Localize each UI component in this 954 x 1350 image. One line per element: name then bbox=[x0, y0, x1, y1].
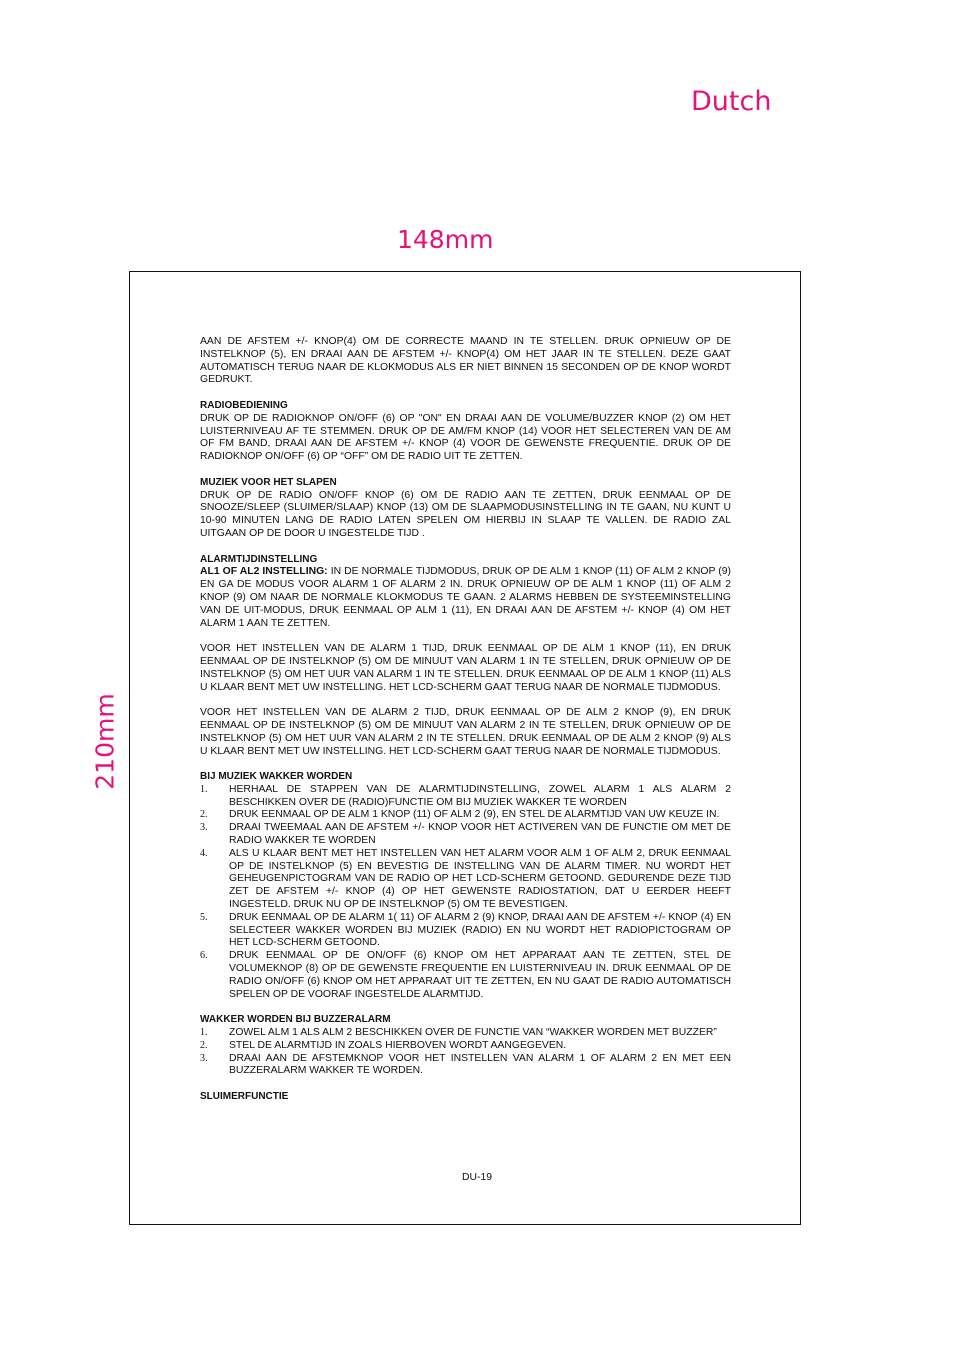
list-text: STEL DE ALARMTIJD IN ZOALS HIERBOVEN WORDT AANGEGEVEN. bbox=[229, 1039, 567, 1051]
alarm-setting-label: AL1 OF AL2 INSTELLING: bbox=[200, 566, 328, 578]
list-item bbox=[200, 912, 731, 950]
manual-content bbox=[200, 336, 731, 1104]
list-number: 5. bbox=[200, 911, 208, 923]
list-item bbox=[200, 809, 731, 822]
list-text: DRUK EENMAAL OP DE ALARM 1( 11) OF ALARM 2 (9) KNOP, DRAAI AAN DE AFSTEM +/- KNOP (4) EN SELECTEER WAKKER WORDEN BIJ MUZIEK (RADIO) EN NU WORDT HET RADIOPICTOGRAM OP HET LCD-SCHERM GETOOND. bbox=[229, 911, 731, 949]
wake-buzzer-heading: WAKKER WORDEN BIJ BUZZERALARM bbox=[200, 1014, 391, 1026]
sleep-heading: MUZIEK VOOR HET SLAPEN bbox=[200, 476, 337, 488]
list-item bbox=[200, 848, 731, 912]
list-text: ZOWEL ALM 1 ALS ALM 2 BESCHIKKEN OVER DE FUNCTIE VAN “WAKKER WORDEN MET BUZZER” bbox=[229, 1027, 717, 1039]
alarm1-paragraph: VOOR HET INSTELLEN VAN DE ALARM 1 TIJD, DRUK EENMAAL OP DE ALM 1 KNOP (11), EN DRUK EENMAAL OP DE INSTELKNOP (5) OM DE MINUUT VAN ALARM 1 IN TE STELLEN, DRUK OPNIEUW OP DE INSTELKNOP (5) OM HET UUR VAN ALARM 1 IN TE STELLEN. DRUK EENMAAL OP DE ALM 1 KNOP (11) ALS U KLAAR BENT MET UW INSTELLING. HET LCD-SCHERM GAAT TERUG NAAR DE NORMALE TIJDMODUS. bbox=[200, 643, 731, 693]
language-label: Dutch bbox=[691, 86, 772, 117]
list-number: 3. bbox=[200, 822, 208, 834]
alarm-heading: ALARMTIJDINSTELLING bbox=[200, 553, 318, 565]
list-text: DRAAI AAN DE AFSTEMKNOP VOOR HET INSTELLEN VAN ALARM 1 OF ALARM 2 EN MET EEN BUZZERALARM WAKKER TE WORDEN. bbox=[229, 1052, 731, 1077]
intro-paragraph: AAN DE AFSTEM +/- KNOP(4) OM DE CORRECTE MAAND IN TE STELLEN. DRUK OPNIEUW OP DE INSTELKNOP (5), EN DRAAI AAN DE AFSTEM +/- KNOP(4) OM HET JAAR IN TE STELLEN. DEZE GAAT AUTOMATISCH TERUG NAAR DE KLOKMODUS ALS ER NIET BINNEN 15 SECONDEN OP DE KNOP WORDT GEDRUKT. bbox=[200, 336, 731, 386]
wake-buzzer-list bbox=[200, 1027, 731, 1078]
list-item bbox=[200, 1053, 731, 1079]
list-item bbox=[200, 822, 731, 848]
page-number: DU-19 bbox=[461, 1172, 493, 1183]
list-item bbox=[200, 950, 731, 1001]
list-number: 6. bbox=[200, 950, 208, 962]
snooze-heading: SLUIMERFUNCTIE bbox=[200, 1091, 289, 1103]
list-text: DRUK EENMAAL OP DE ALM 1 KNOP (11) OF ALM 2 (9), EN STEL DE ALARMTIJD VAN UW KEUZE IN. bbox=[229, 809, 720, 821]
alarm-setting-text: IN DE NORMALE TIJDMODUS, DRUK OP DE ALM 1 KNOP (11) OF ALM 2 KNOP (9) EN GA DE MODUS VOOR ALARM 1 OF ALARM 2 IN. DRUK OPNIEUW OP DE ALM 1 KNOP (11) OF ALM 2 KNOP (9) OM NAAR DE NORMALE KLOKMODUS TE GAAN. 2 ALARMS HEBBEN DE SYSTEEMINSTELLING VAN DE UIT-MODUS, DRUK EENMAAL OP ALM 1 (11), EN DRAAI AAN DE AFSTEM +/- KNOP (4) OM HET ALARM 1 AAN TE ZETTEN. bbox=[200, 566, 731, 629]
wake-music-list bbox=[200, 784, 731, 1002]
height-dimension-label: 210mm bbox=[90, 693, 120, 790]
list-text: DRUK EENMAAL OP DE ON/OFF (6) KNOP OM HET APPARAAT AAN TE ZETTEN, STEL DE VOLUMEKNOP (8) OP DE GEWENSTE FREQUENTIE EN LUISTERNIVEAU IN. DRUK EENMAAL OP DE RADIO ON/OFF (6) KNOP OM HET APPARAAT UIT TE ZETTEN, EN NU GAAT DE RADIO AUTOMATISCH SPELEN OP DE VOORAF INGESTELDE ALARMTIJD. bbox=[229, 950, 731, 1000]
list-number: 4. bbox=[200, 847, 208, 859]
list-number: 3. bbox=[200, 1052, 208, 1064]
list-item bbox=[200, 784, 731, 810]
wake-music-heading: BIJ MUZIEK WAKKER WORDEN bbox=[200, 771, 353, 783]
radio-heading: RADIOBEDIENING bbox=[200, 399, 288, 411]
list-number: 1. bbox=[200, 1027, 208, 1039]
list-text: ALS U KLAAR BENT MET HET INSTELLEN VAN HET ALARM VOOR ALM 1 OF ALM 2, DRUK EENMAAL OP DE INSTELKNOP (5) EN BEVESTIG DE INSTELLING VAN DE ALARM TIMER. NU WORDT HET GEHEUGENPICTOGRAM VAN DE RADIO OP HET LCD-SCHERM GETOOND. GEDURENDE DEZE TIJD ZET DE AFSTEM +/- KNOP (4) OP HET GEWENSTE RADIOSTATION, DAT U EERDER HEEFT INGESTELD. DRUK NU OP DE INSTELKNOP (5) OM TE BEVESTIGEN. bbox=[229, 847, 731, 911]
list-text: HERHAAL DE STAPPEN VAN DE ALARMTIJDINSTELLING, ZOWEL ALARM 1 ALS ALARM 2 BESCHIKKEN OVER DE (RADIO)FUNCTIE OM BIJ MUZIEK WAKKER TE WORDEN bbox=[229, 783, 731, 808]
alarm-setting-paragraph bbox=[200, 566, 731, 630]
list-item bbox=[200, 1027, 731, 1040]
width-dimension-label: 148mm bbox=[397, 225, 494, 254]
sleep-paragraph: DRUK OP DE RADIO ON/OFF KNOP (6) OM DE RADIO AAN TE ZETTEN, DRUK EENMAAL OP DE SNOOZE/SLEEP (SLUIMER/SLAAP) KNOP (13) OM DE SLAAPMODUSINSTELLING IN TE GAAN, NU KUNT U 10-90 MINUTEN LANG DE RADIO LATEN SPELEN OM HIERBIJ IN SLAAP TE VALLEN. DE RADIO ZAL UITGAAN OP DE DOOR U INGESTELDE TIJD . bbox=[200, 489, 731, 539]
list-text: DRAAI TWEEMAAL AAN DE AFSTEM +/- KNOP VOOR HET ACTIVEREN VAN DE FUNCTIE OM MET DE RADIO WAKKER TE WORDEN bbox=[229, 822, 731, 847]
list-number: 2. bbox=[200, 809, 208, 821]
radio-paragraph: DRUK OP DE RADIOKNOP ON/OFF (6) OP "ON" EN DRAAI AAN DE VOLUME/BUZZER KNOP (2) OM HET LUISTERNIVEAU AF TE STEMMEN. DRUK OP DE AM/FM KNOP (14) VOOR HET SELECTEREN VAN DE AM OF FM BAND, DRAAI AAN DE AFSTEM +/- KNOP (4) VOOR DE GEWENSTE FREQUENTIE. DRUK OP DE RADIOKNOP ON/OFF (6) OP “OFF” OM DE RADIO UIT TE ZETTEN. bbox=[200, 412, 731, 463]
list-number: 2. bbox=[200, 1039, 208, 1051]
list-number: 1. bbox=[200, 783, 208, 795]
alarm2-paragraph: VOOR HET INSTELLEN VAN DE ALARM 2 TIJD, DRUK EENMAAL OP DE ALM 2 KNOP (9), EN DRUK EENMAAL OP DE INSTELKNOP (5) OM DE MINUUT VAN ALARM 2 IN TE STELLEN, DRUK OPNIEUW OP DE INSTELKNOP (5) OM HET UUR VAN ALARM 2 IN TE STELLEN. DRUK EENMAAL OP DE ALM 2 KNOP (9) ALS U KLAAR BENT MET UW INSTELLING. HET LCD-SCHERM GAAT TERUG NAAR DE NORMALE TIJDMODUS. bbox=[200, 707, 731, 757]
list-item bbox=[200, 1040, 731, 1053]
